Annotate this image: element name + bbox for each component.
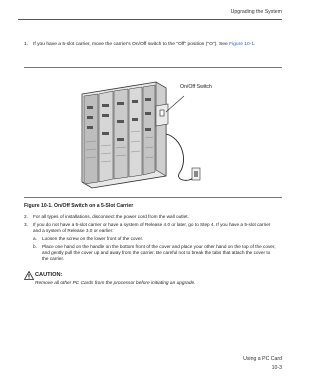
carrier-illustration bbox=[70, 72, 270, 194]
substep-letter: a. bbox=[33, 236, 37, 242]
header-divider bbox=[18, 19, 282, 20]
figure-link[interactable]: Figure 10-1 bbox=[229, 42, 255, 47]
step-number: 1. bbox=[24, 42, 29, 47]
step-number: 3. bbox=[24, 222, 28, 228]
step-2 bbox=[24, 214, 276, 220]
caution-text: Remove all other PC Cards from the processor before initiating an upgrade. bbox=[35, 281, 196, 286]
substep-text: Loosen the screw on the lower front of the cover. bbox=[42, 236, 144, 242]
running-footer: Using a PC Card bbox=[243, 356, 282, 362]
step-text: For all types of installations, disconnect the power cord from the wall outlet. bbox=[33, 214, 189, 219]
caution-icon bbox=[24, 271, 34, 280]
caution-title: CAUTION: bbox=[35, 272, 63, 278]
substep-a bbox=[33, 236, 276, 242]
link-suffix: . bbox=[254, 42, 256, 47]
running-header: Upgrading the System bbox=[230, 9, 282, 15]
substep-b bbox=[33, 244, 276, 262]
substep-letter: b. bbox=[33, 243, 37, 249]
instruction-list bbox=[24, 214, 276, 264]
switch-callout: On/Off Switch bbox=[180, 84, 212, 90]
figure-caption: Figure 10-1. On/Off Switch on a 5-Slot Carrier bbox=[24, 203, 134, 209]
figure-bottom-rule bbox=[24, 197, 282, 198]
step-text bbox=[33, 42, 263, 48]
page-number: 10-3 bbox=[271, 365, 282, 371]
step-number: 2. bbox=[24, 214, 28, 219]
figure-top-rule bbox=[24, 67, 282, 68]
on-off-switch-icon bbox=[160, 110, 164, 116]
step-text: If you do not have a 5-slot carrier or have a system of Release 4.0 or later, go to Step 4. If you have a 5-slot carrier and a system of Release 3.0 or earlier: bbox=[33, 222, 271, 234]
substep-text: Place one hand on the handle on the bottom front of the cover and place your other hand on the top of the cover, and gently pull the cover up and away from the carrier. Be careful not to break the tabs that attach the cover to the carrier. bbox=[42, 243, 276, 262]
step-3 bbox=[24, 222, 276, 234]
step-1-text: If you have a 5-slot carrier, move the carrier's On/Off switch to the "Off" position ("O"). See bbox=[33, 42, 228, 47]
